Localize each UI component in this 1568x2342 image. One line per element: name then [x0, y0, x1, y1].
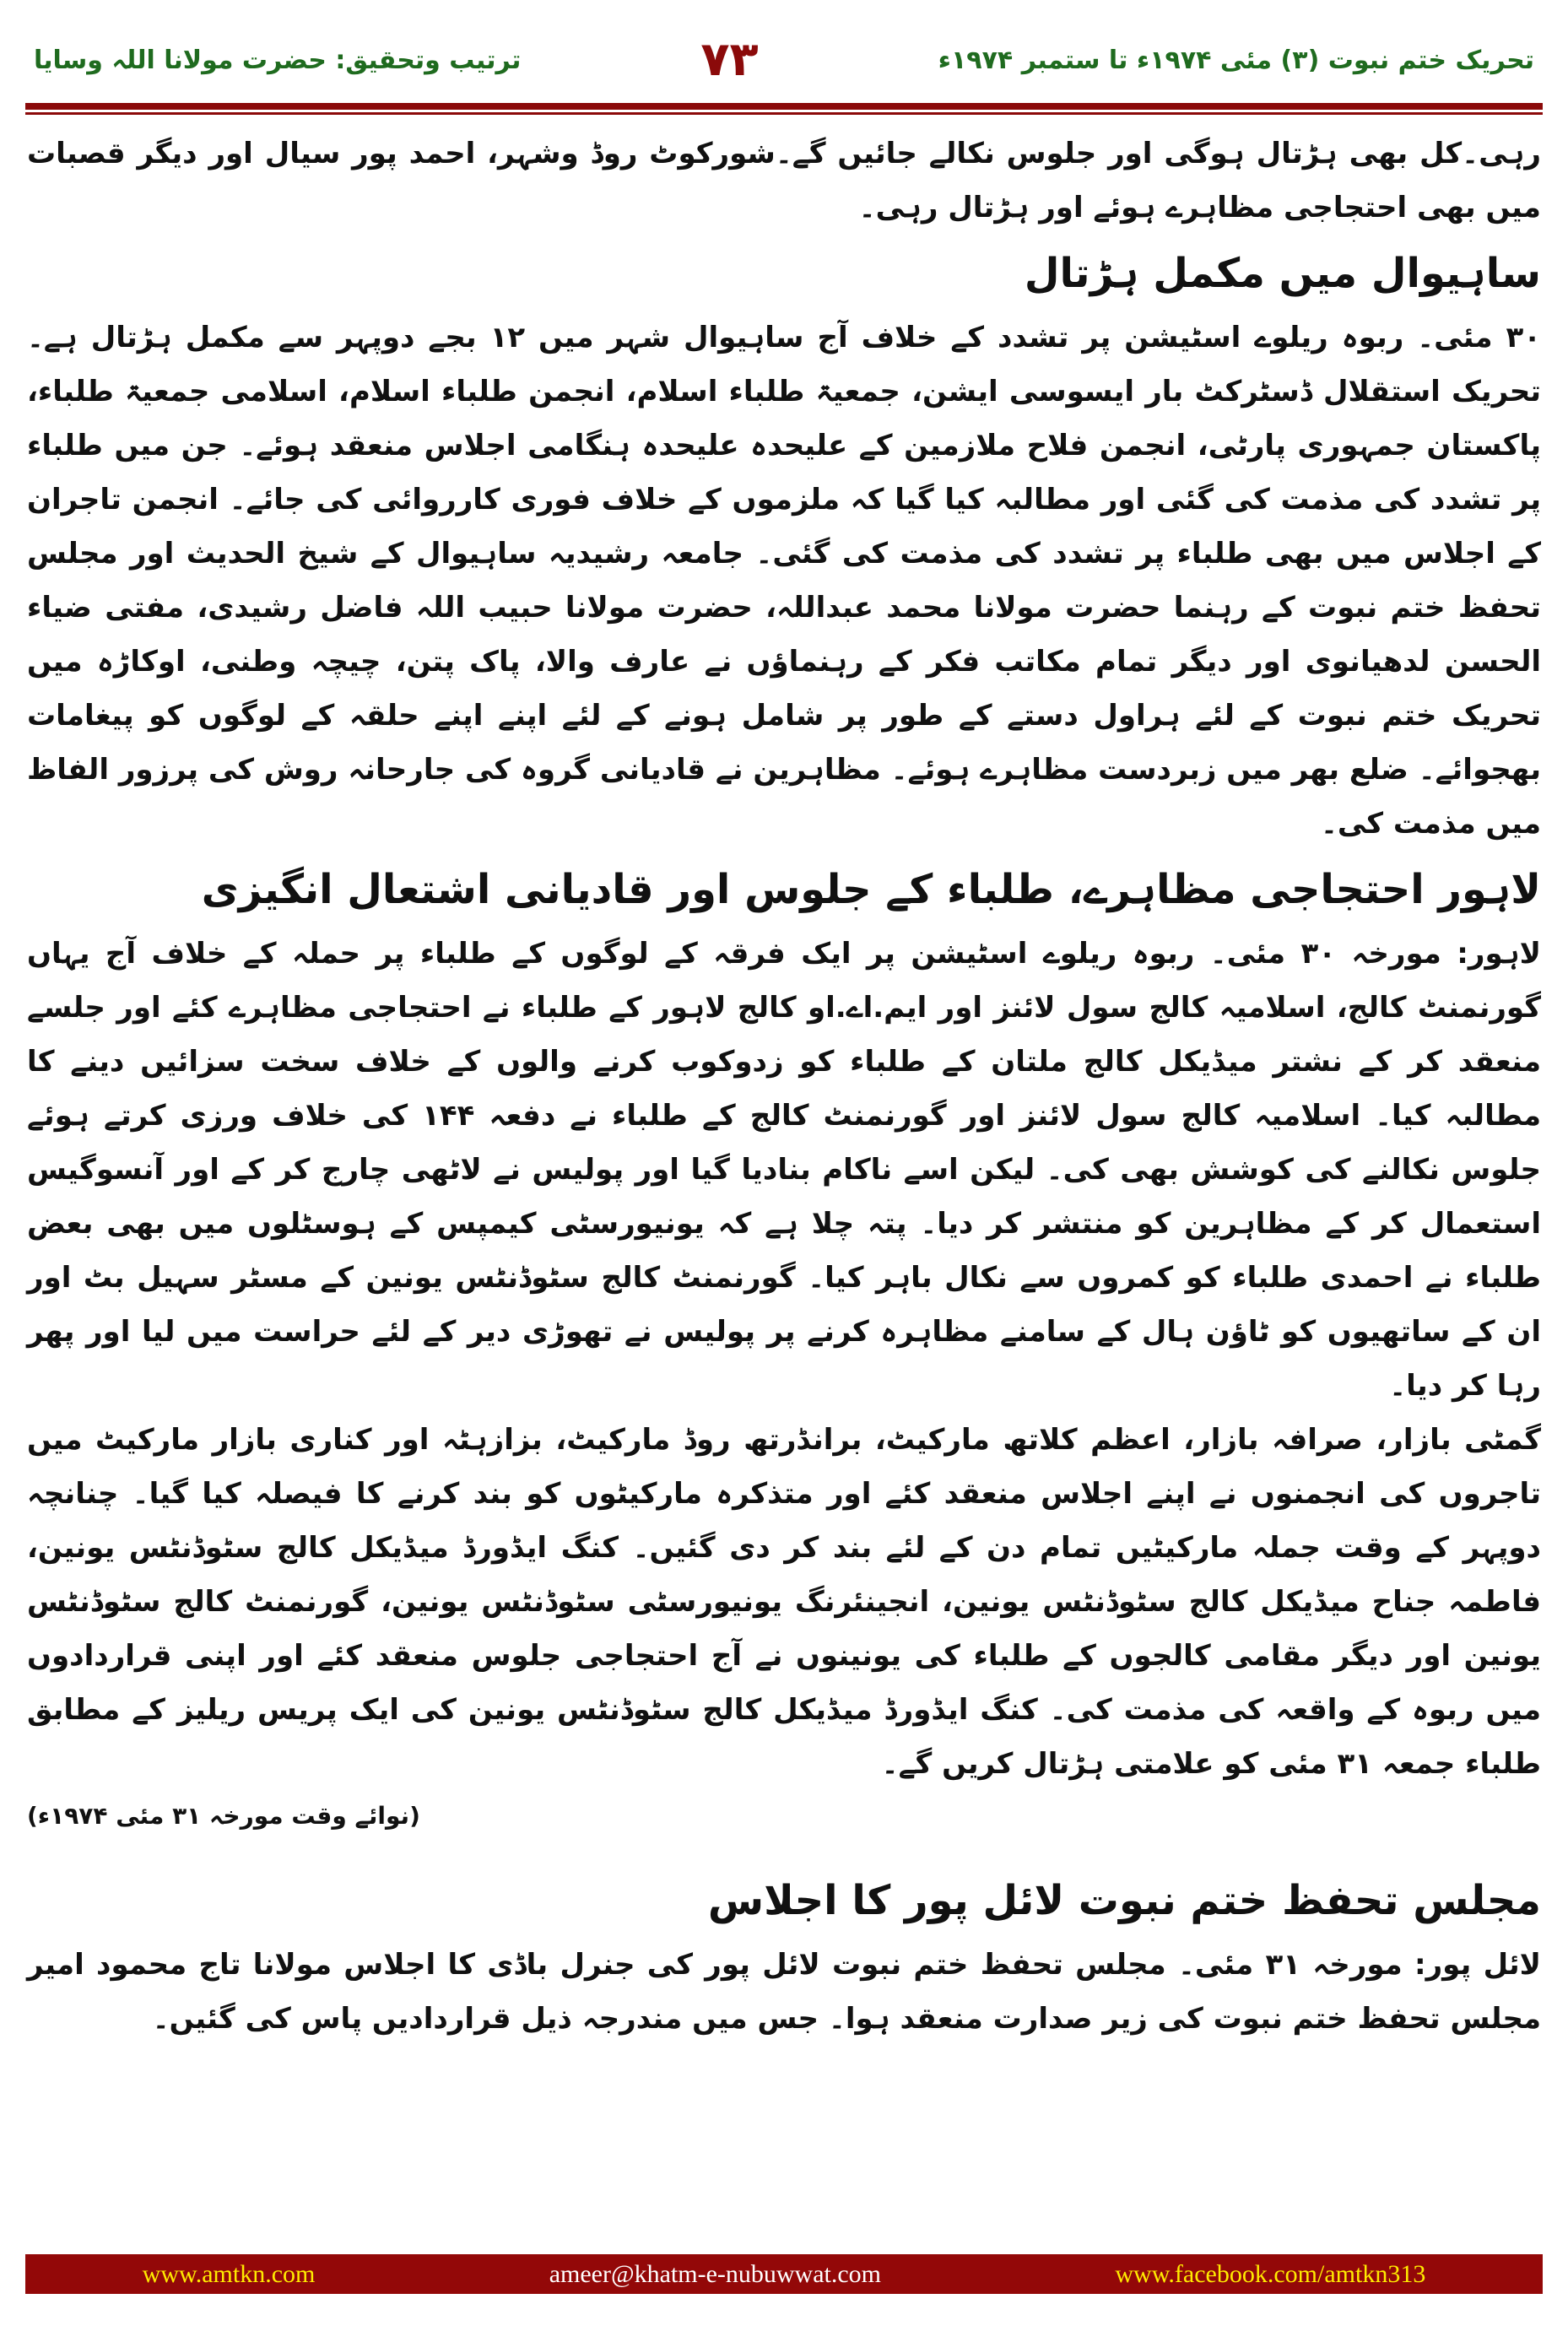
website-link[interactable]: www.amtkn.com	[142, 2259, 316, 2288]
page-number: ۷۳	[700, 32, 759, 87]
section-heading: ساہیوال میں مکمل ہڑتال	[1024, 250, 1541, 297]
paragraph: لاہور: مورخہ ۳۰ مئی۔ ربوہ ریلوے اسٹیشن پر ایک فرقہ کے لوگوں کے طلباء پر حملہ کے خلاف آج یہاں گورنمنٹ کالج، اسلامیہ کالج سول لائنز اور ایم.اے.او کالج لاہور کے طلباء نے احتجاجی مظاہرے کئے اور جلسے منعقد کر کے نشتر میڈیکل کالج ملتان کے طلباء کو زدوکوب کرنے والوں کے خلاف سخت سزائیں دینے کا مطالبہ کیا۔ اسلامیہ کالج سول لائنز اور گورنمنٹ کالج کے طلباء نے دفعہ ۱۴۴ کی خلاف ورزی کرتے ہوئے جلوس نکالنے کی کوشش بھی کی۔ لیکن اسے ناکام بنادیا گیا اور پولیس نے لاٹھی چارج کر کے اور آنسوگیس استعمال کر کے مظاہرین کو منتشر کر دیا۔ پتہ چلا ہے کہ یونیورسٹی کیمپس کے ہوسٹلوں میں بھی بعض طلباء نے احمدی طلباء کو کمروں سے نکال باہر کیا۔ گورنمنٹ کالج سٹوڈنٹس یونین کے مسٹر سہیل بٹ اور ان کے ساتھیوں کو ٹاؤن ہال کے سامنے مظاہرہ کرنے پر پولیس نے تھوڑی دیر کے لئے حراست میں لیا اور پھر رہا کر دیا۔	[27, 937, 1542, 1403]
book-title: تحریک ختم نبوت (۳) مئی ۱۹۷۴ء تا ستمبر ۱۹۷۴ء	[938, 45, 1534, 75]
header-rule-thin	[25, 112, 1543, 115]
facebook-link[interactable]: www.facebook.com/amtkn313	[1115, 2259, 1426, 2288]
header-rule-thick	[25, 103, 1543, 110]
page-header	[34, 25, 1534, 95]
paragraph: ۳۰ مئی۔ ربوہ ریلوے اسٹیشن پر تشدد کے خلاف آج ساہیوال شہر میں ۱۲ بجے دوپہر سے مکمل ہڑتال ہے۔تحریک استقلال ڈسٹرکٹ بار ایسوسی ایشن، جمعیۃ طلباء اسلام، انجمن طلباء اسلام، اسلامی جمعیۃ طلباء، پاکستان جمہوری پارٹی، انجمن فلاح ملازمین کے علیحدہ علیحدہ ہنگامی اجلاس منعقد ہوئے۔ جن میں طلباء پر تشدد کی مذمت کی گئی اور مطالبہ کیا گیا کہ ملزموں کے خلاف فوری کارروائی کی جائے۔ انجمن تاجران کے اجلاس میں بھی طلباء پر تشدد کی مذمت کی گئی۔ جامعہ رشیدیہ ساہیوال کے شیخ الحدیث اور مجلس تحفظ ختم نبوت کے رہنما حضرت مولانا محمد عبداللہ، حضرت مولانا حبیب اللہ فاضل رشیدی، مفتی ضیاء الحسن لدھیانوی اور دیگر تمام مکاتب فکر کے رہنماؤں نے عارف والا، پاک پتن، چیچہ وطنی، اوکاڑہ میں تحریک ختم نبوت کے لئے ہراول دستے کے طور پر شامل ہونے کے لئے اپنے اپنے حلقہ کے لوگوں کو پیغامات بھجوائے۔ ضلع بھر میں زبردست مظاہرے ہوئے۔ مظاہرین نے قادیانی گروہ کی جارحانہ روش کی پرزور الفاظ میں مذمت کی۔	[27, 321, 1541, 841]
section-heading: لاہور احتجاجی مظاہرے، طلباء کے جلوس اور قادیانی اشتعال انگیزی	[201, 866, 1541, 913]
section-heading: مجلس تحفظ ختم نبوت لائل پور کا اجلاس	[707, 1877, 1541, 1924]
article-body	[27, 127, 1541, 2046]
email-link[interactable]: ameer@khatm-e-nubuwwat.com	[549, 2259, 882, 2288]
compiler-credit: ترتیب وتحقیق: حضرت مولانا اللہ وسایا	[34, 45, 522, 75]
paragraph: گمٹی بازار، صرافہ بازار، اعظم کلاتھ مارکیٹ، برانڈرتھ روڈ مارکیٹ، بزازہٹہ اور کناری بازار مارکیٹ میں تاجروں کی انجمنوں نے اپنے اجلاس منعقد کئے اور متذکرہ مارکیٹوں کو بند کرنے کا فیصلہ کیا گیا۔ چنانچہ دوپہر کے وقت جملہ مارکیٹیں تمام دن کے لئے بند کر دی گئیں۔ کنگ ایڈورڈ میڈیکل کالج سٹوڈنٹس یونین، فاطمہ جناح میڈیکل کالج سٹوڈنٹس یونین، انجینئرنگ یونیورسٹی سٹوڈنٹس یونین، گورنمنٹ کالج سٹوڈنٹس یونین اور دیگر مقامی کالجوں کے طلباء کی یونینوں نے آج احتجاجی جلوس منعقد کئے اور اپنی قراردادوں میں ربوہ کے واقعہ کی مذمت کی۔ کنگ ایڈورڈ میڈیکل کالج سٹوڈنٹس یونین کی ایک پریس ریلیز کے مطابق طلباء جمعہ ۳۱ مئی کو علامتی ہڑتال کریں گے۔	[27, 1423, 1541, 1781]
paragraph: لائل پور: مورخہ ۳۱ مئی۔ مجلس تحفظ ختم نبوت لائل پور کی جنرل باڈی کا اجلاس مولانا تاج محمود امیر مجلس تحفظ ختم نبوت کی زیر صدارت منعقد ہوا۔ جس میں مندرجہ ذیل قراردادیں پاس کی گئیں۔	[27, 1948, 1541, 2036]
source-citation: (نوائے وقت مورخہ ۳۱ مئی ۱۹۷۴ء)	[27, 1802, 420, 1830]
paragraph: رہی۔کل بھی ہڑتال ہوگی اور جلوس نکالے جائیں گے۔شورکوٹ روڈ وشہر، احمد پور سیال اور دیگر قصبات میں بھی احتجاجی مظاہرے ہوئے اور ہڑتال رہی۔	[27, 137, 1541, 224]
footer-bar	[25, 2254, 1543, 2294]
